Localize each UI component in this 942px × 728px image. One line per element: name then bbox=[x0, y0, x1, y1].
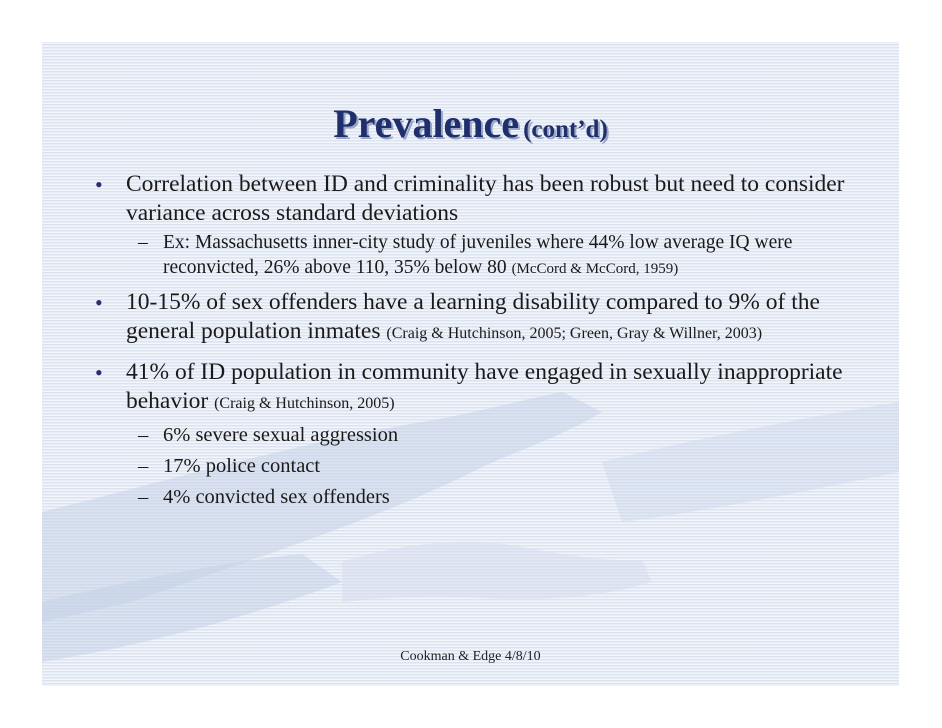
bullet-2-citation: (Craig & Hutchinson, 2005; Green, Gray & Willner, 2003) bbox=[386, 325, 763, 342]
slide-footer: Cookman & Edge 4/8/10 bbox=[400, 649, 541, 664]
bullet-3 bbox=[95, 358, 885, 418]
title-main: Prevalence bbox=[333, 101, 520, 146]
sub-bullet-3-1 bbox=[95, 420, 885, 451]
bullet-dot-icon: • bbox=[95, 360, 103, 385]
bullet-3-citation: (Craig & Hutchinson, 2005) bbox=[214, 395, 395, 412]
sub-bullet-3-1-text: 6% severe sexual aggression bbox=[163, 424, 399, 446]
sub-bullet-3-2-text: 17% police contact bbox=[163, 455, 321, 477]
dash-icon: – bbox=[138, 424, 149, 446]
sub-bullet-1-text: Ex: Massachusetts inner-city study of juveniles where 44% low average IQ were reconvicted, 26% above 110, 35% below 80 bbox=[163, 232, 793, 278]
sub-bullet-3-3 bbox=[95, 482, 885, 513]
bullet-2-text: 10-15% of sex offenders have a learning disability compared to 9% of the general population inmates bbox=[126, 289, 820, 344]
dash-icon: – bbox=[138, 232, 148, 253]
slide bbox=[42, 42, 899, 686]
slide-title bbox=[42, 100, 899, 147]
sub-bullet-3-2 bbox=[95, 451, 885, 482]
slide-content bbox=[95, 170, 885, 513]
dash-icon: – bbox=[138, 455, 149, 477]
sub-bullet-3-3-text: 4% convicted sex offenders bbox=[163, 486, 390, 508]
bullet-3-text: 41% of ID population in community have engaged in sexually inappropriate behavior bbox=[126, 359, 843, 414]
sub-bullet-1 bbox=[95, 230, 885, 282]
bullet-1-text: Correlation between ID and criminality has been robust but need to consider variance across standard deviations bbox=[126, 171, 845, 226]
title-suffix: (cont’d) bbox=[523, 116, 608, 143]
dash-icon: – bbox=[138, 486, 149, 508]
sub-bullet-1-citation: (McCord & McCord, 1959) bbox=[511, 261, 679, 277]
bullet-dot-icon: • bbox=[95, 172, 103, 197]
bullet-2 bbox=[95, 288, 885, 348]
bullet-dot-icon: • bbox=[95, 290, 103, 315]
bullet-1 bbox=[95, 170, 885, 228]
